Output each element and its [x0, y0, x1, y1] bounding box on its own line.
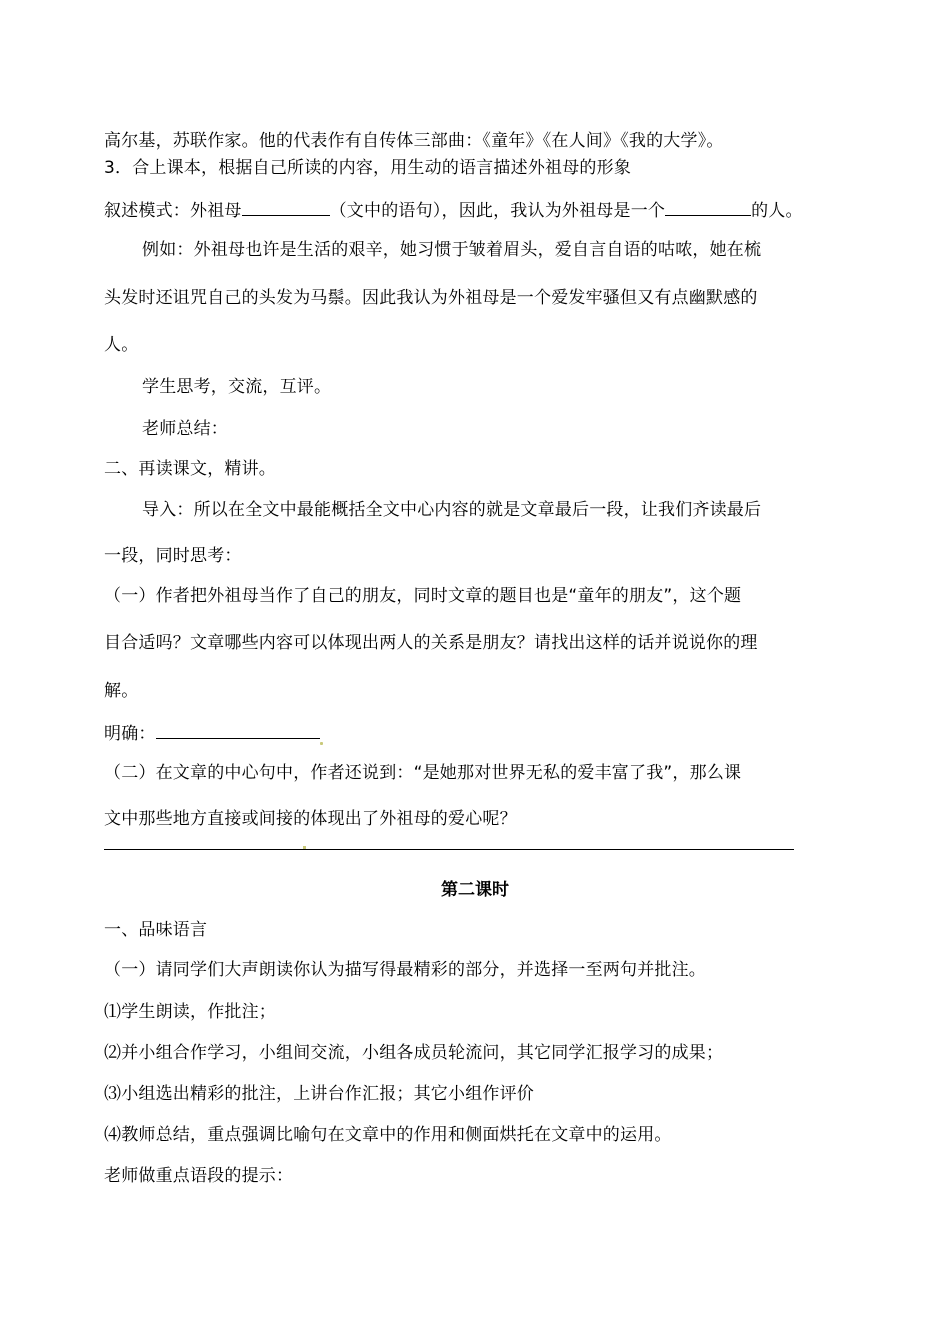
teacher-hint: 老师做重点语段的提示：	[104, 1166, 294, 1186]
narrative-template-start: 叙述模式：外祖母	[104, 201, 242, 221]
narrative-template-middle: （文中的语句），因此，我认为外祖母是一个	[329, 201, 666, 221]
question-3: 3．合上课本，根据自己所读的内容，用生动的语言描述外祖母的形象	[104, 158, 632, 178]
student-activity: 学生思考，交流，互评。	[142, 377, 332, 397]
fill-blank-2	[665, 199, 751, 216]
example-paragraph-line-2: 头发时还诅咒自己的头发为马鬃。因此我认为外祖母是一个爱发牢骚但又有点幽默感的	[104, 288, 758, 308]
question-one-line-2: 目合适吗？文章哪些内容可以体现出两人的关系是朋友？请找出这样的话并说说你的理	[104, 633, 758, 653]
question-two-line-2: 文中那些地方直接或间接的体现出了外祖母的爱心呢？	[104, 809, 517, 829]
answer-blank	[156, 722, 320, 739]
narrative-template	[104, 199, 803, 222]
section-heading-reread: 二、再读课文，精讲。	[104, 459, 276, 479]
teacher-summary: 老师总结：	[142, 419, 228, 439]
answer-rule	[104, 849, 794, 850]
section-title-second-lesson: 第二课时	[441, 880, 509, 900]
paragraph-author-intro: 高尔基，苏联作家。他的代表作有自传体三部曲：《童年》《在人间》《我的大学》。	[104, 131, 724, 151]
example-paragraph-line-3: 人。	[104, 335, 139, 355]
intro-paragraph-line-2: 一段，同时思考：	[104, 546, 242, 566]
question-one-line-1: （一）作者把外祖母当作了自己的朋友，同时文章的题目也是“童年的朋友”，这个题	[104, 586, 742, 606]
step-1: ⑴学生朗读，作批注；	[104, 1002, 276, 1022]
step-3: ⑶小组选出精彩的批注，上讲台作汇报；其它小组作评价	[104, 1084, 534, 1104]
section-heading-taste-language: 一、品味语言	[104, 920, 208, 940]
rule-marker-dot	[303, 846, 306, 849]
narrative-template-end: 的人。	[751, 201, 803, 221]
step-2: ⑵并小组合作学习，小组间交流，小组各成员轮流问，其它同学汇报学习的成果；	[104, 1043, 724, 1063]
marker-dot	[320, 742, 323, 745]
question-two-line-1: （二）在文章的中心句中，作者还说到：“是她那对世界无私的爱丰富了我”，那么课	[104, 763, 742, 783]
step-4: ⑷教师总结，重点强调比喻句在文章中的作用和侧面烘托在文章中的运用。	[104, 1125, 672, 1145]
question-one-line-3: 解。	[104, 681, 139, 701]
fill-blank-1	[242, 199, 330, 216]
intro-paragraph-line-1: 导入：所以在全文中最能概括全文中心内容的就是文章最后一段，让我们齐读最后	[142, 500, 762, 520]
answer-line	[104, 722, 323, 745]
answer-label: 明确：	[104, 724, 156, 744]
task-read-annotate: （一）请同学们大声朗读你认为描写得最精彩的部分，并选择一至两句并批注。	[104, 960, 706, 980]
example-paragraph-line-1: 例如：外祖母也许是生活的艰辛，她习惯于皱着眉头，爱自言自语的咕哝，她在梳	[142, 240, 762, 260]
